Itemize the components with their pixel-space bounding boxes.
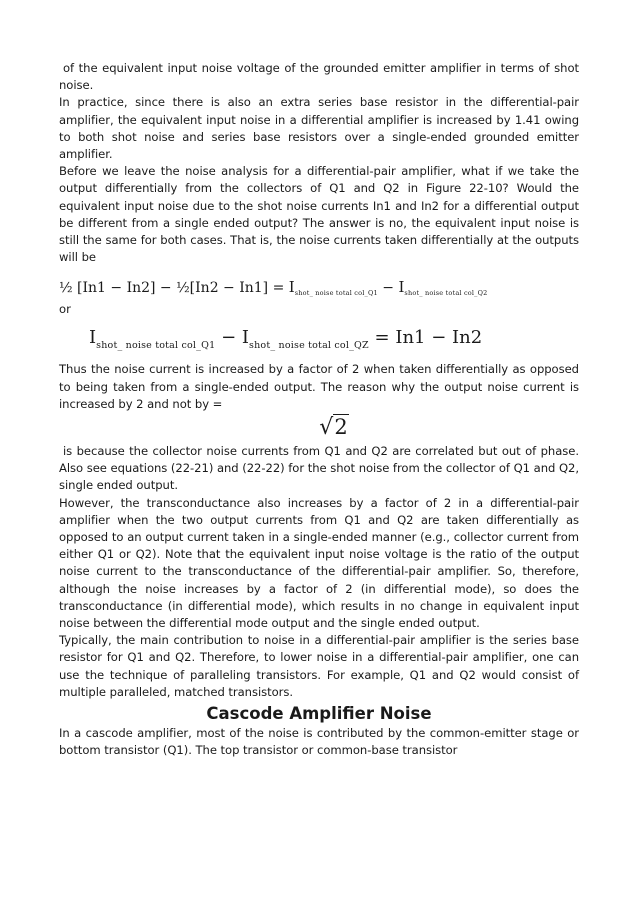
document-page (59, 60, 579, 760)
paragraph-2: In practice, since there is also an extra series base resistor in the differential-pair amplifier, the equivalent input noise in a differential amplifier is increased by 1.41 owing to both shot noise and series base resistors over a single-ended grounded emitter amplifier. (59, 95, 579, 162)
equation-1-term2-symbol: I (398, 278, 405, 297)
radical-sign: √ (319, 415, 334, 441)
paragraph-3: Before we leave the noise analysis for a differential-pair amplifier, what if we take the output differentially from the collectors of Q1 and Q2 in Figure 22-10? Would the equivalent input noise due to the shot noise currents In1 and In2 for a differential output be different from a single ended output? The answer is no, the equivalent input noise is still the same for both cases. That is, the noise currents taken differentially at the outputs will be (59, 164, 579, 265)
paragraph-1: of the equivalent input noise voltage of the grounded emitter amplifier in terms of shot noise. (59, 61, 579, 93)
paragraph-5: is because the collector noise currents from Q1 and Q2 are correlated but out of phase. Also see equations (22-21) and (22-22) for the shot noise from the collector of Q1 and Q2, single ended output. (59, 444, 579, 493)
sqrt-formula (319, 413, 348, 442)
equation-2 (89, 327, 579, 357)
radicand: 2 (334, 415, 348, 440)
equation-2-rhs: = In1 − In2 (368, 327, 483, 349)
sqrt-expression (59, 413, 579, 443)
equation-1-term1-subscript: shot_ noise total col_Q1 (294, 289, 378, 298)
paragraph-8: In a cascode amplifier, most of the noise is contributed by the common-emitter stage or bottom transistor (Q1). The top transistor or common-base transistor (59, 726, 579, 758)
equation-2-term2-symbol: I (241, 327, 250, 349)
paragraph-7: Typically, the main contribution to noise in a differential-pair amplifier is the series base resistor for Q1 and Q2. Therefore, to lower noise in a differential-pair amplifier, one can use the technique of paralleling transistors. For example, Q1 and Q2 would consist of multiple paralleled, matched transistors. (59, 633, 579, 699)
paragraph-6: However, the transconductance also increases by a factor of 2 in a differential-pair amplifier when the two output currents from Q1 and Q2 are taken differentially as opposed to an output current taken in a single-ended manner (e.g., collector current from either Q1 or Q2). Note that the equivalent input noise voltage is the ratio of the output noise current to the transconductance of the differential-pair amplifier. So, therefore, although the noise increases by a factor of 2 (in differential mode), so does the transconductance (in differential mode), which results in no change in equivalent input noise between the differential mode output and the single ended output. (59, 495, 579, 631)
equation-1-minus: − (377, 280, 399, 297)
equation-1-term1-symbol: I (288, 278, 295, 297)
equation-2-term1-subscript: shot_ noise total col_Q1 (96, 340, 216, 352)
equation-2-minus: − (215, 327, 242, 349)
equation-1-lhs: ½ [In1 − In2] − ½[In2 − In1] = (59, 280, 289, 297)
equation-1-term2-subscript: shot_ noise total col_Q2 (404, 289, 488, 298)
equation-1 (59, 278, 579, 302)
section-heading: Cascode Amplifier Noise (206, 704, 432, 724)
equation-2-term1-symbol: I (89, 327, 97, 349)
paragraph-4: Thus the noise current is increased by a factor of 2 when taken differentially as opposed to being taken from a single-ended output. The reason why the output noise current is increased by 2 and not by = (59, 362, 579, 411)
equation-2-term2-subscript: shot_ noise total col_QZ (249, 340, 369, 352)
or-text: or (59, 302, 71, 317)
